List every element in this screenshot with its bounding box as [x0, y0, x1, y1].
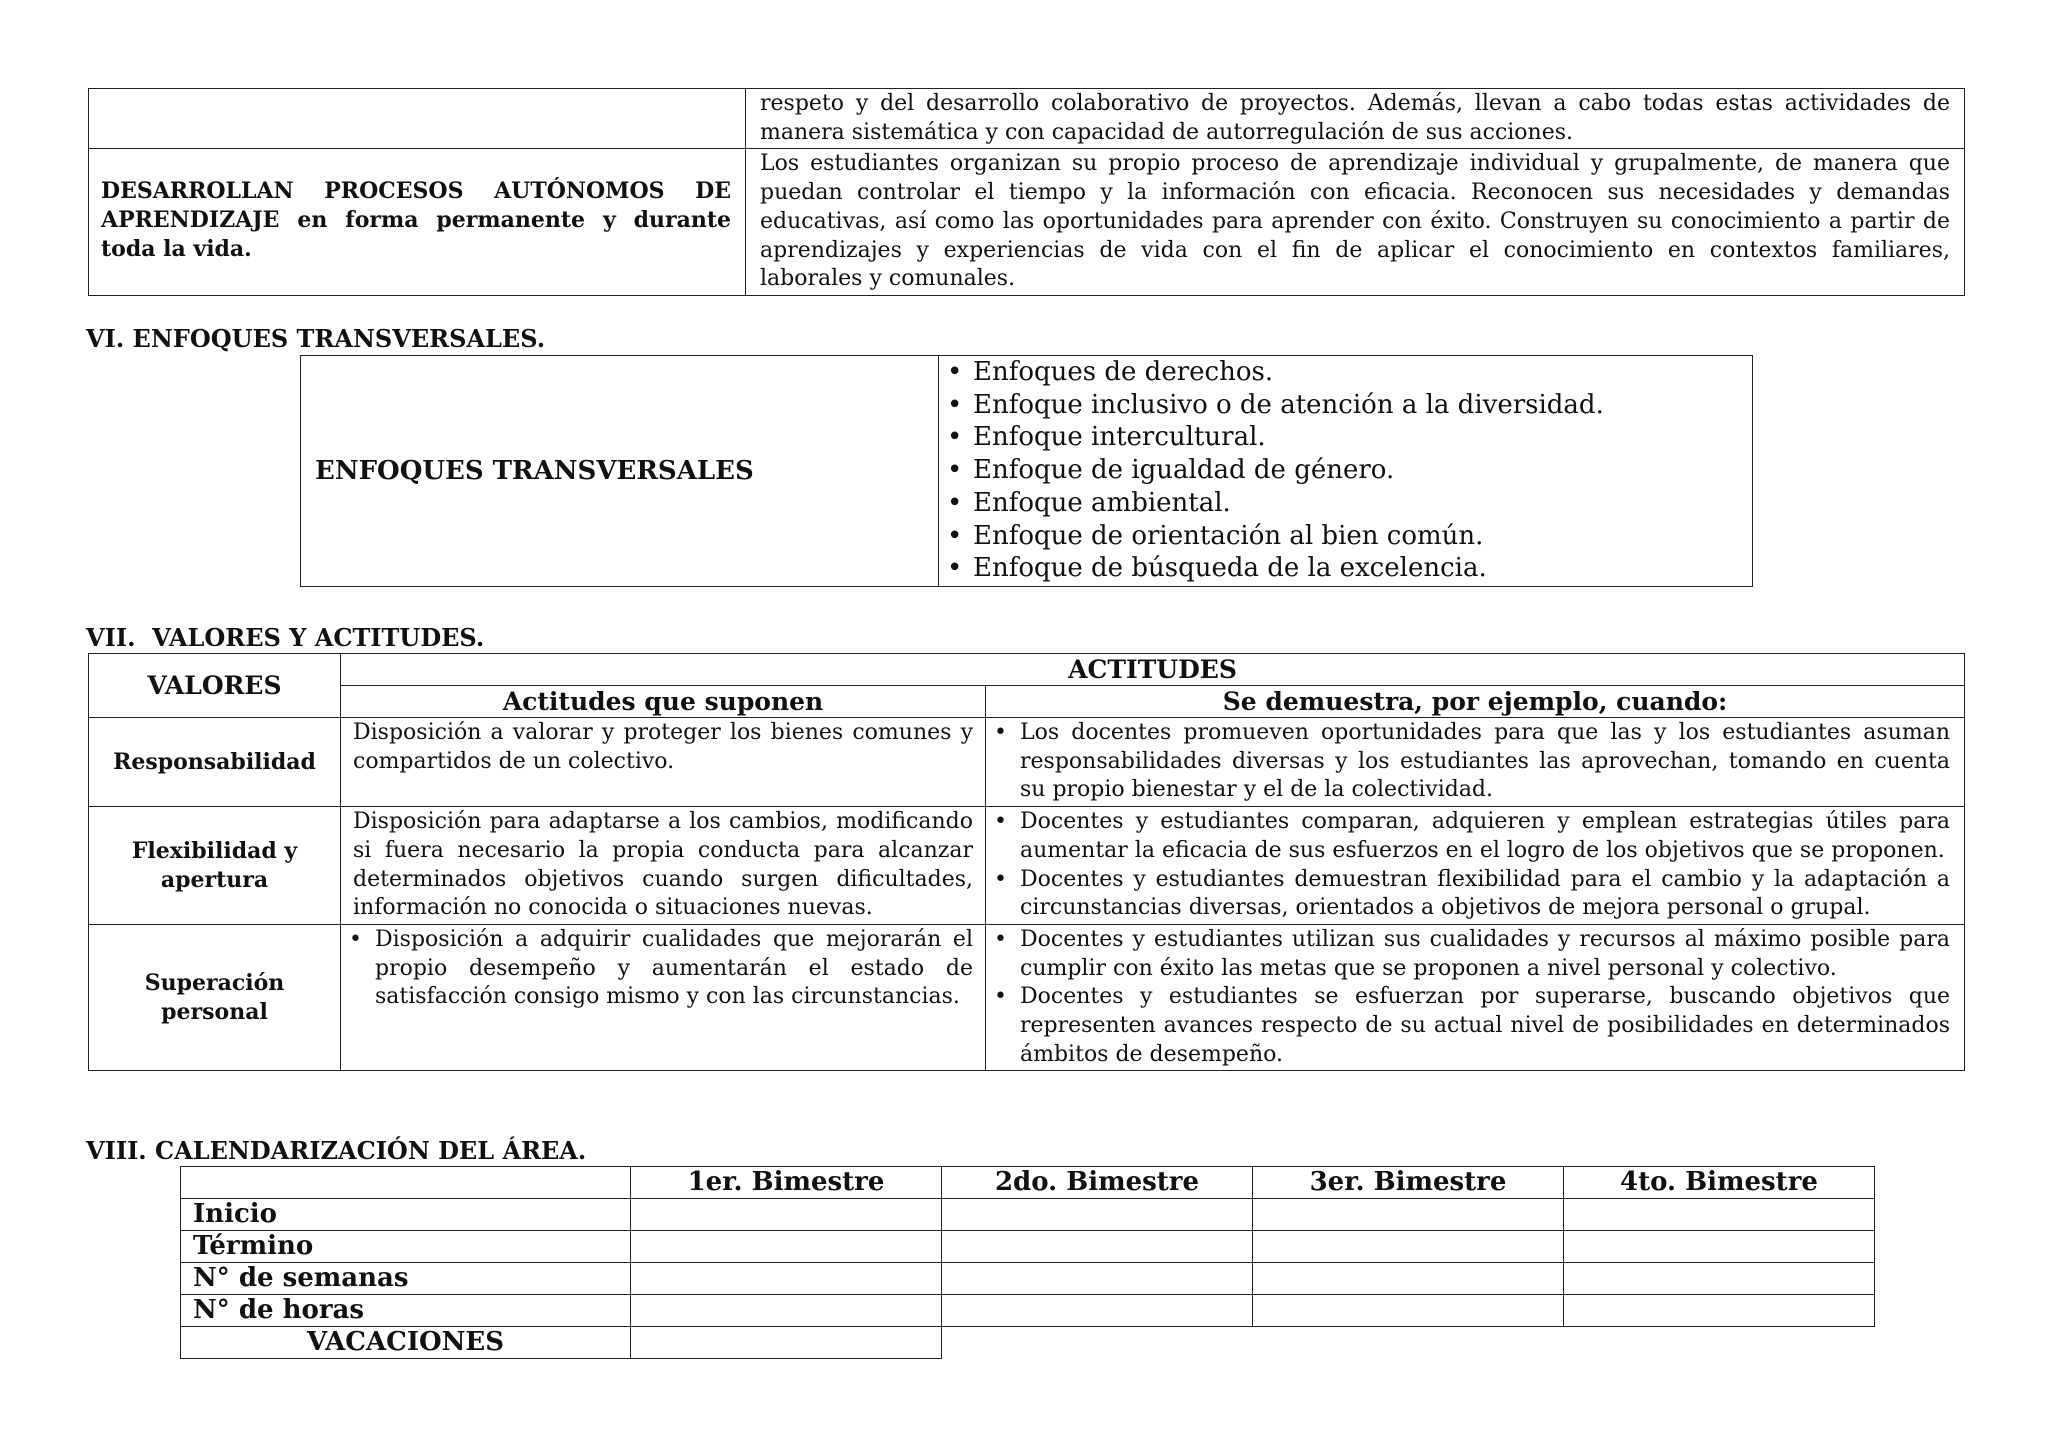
- list-item: • Docentes y estudiantes utilizan sus cualidades y recursos al máximo posible para cumplir con éxito las metas que se proponen a nivel personal y colectivo.: [986, 926, 1950, 983]
- section-heading: VIII. CALENDARIZACIÓN DEL ÁREA.: [86, 1136, 587, 1165]
- list-item: • Enfoque de orientación al bien común.: [939, 520, 1752, 553]
- list-item: • Enfoques de derechos.: [939, 356, 1752, 389]
- list-item: • Enfoque ambiental.: [939, 487, 1752, 520]
- competencia-description: Los estudiantes organizan su propio proceso de aprendizaje individual y grupalmente, de manera que puedan controlar el tiempo y la información con eficacia. Reconocen sus necesidades y demandas educativas, así como las oportunidades para aprender con éxito. Construyen su conocimiento a partir de aprendizajes y experiencias de vida con el fin de aplicar el conocimiento en contextos familiares, laborales y comunales.: [746, 149, 1965, 296]
- calendar-cell: [631, 1263, 942, 1295]
- table-row: [89, 924, 1965, 1071]
- calendar-cell: [1564, 1295, 1875, 1327]
- table-row: [181, 1167, 1875, 1199]
- calendar-cell: [942, 1263, 1253, 1295]
- competencias-table: [88, 88, 1965, 296]
- actitud-suponen: Disposición para adaptarse a los cambios, modificando si fuera necesario la propia conducta para alcanzar determinados objetivos cuando surgen dificultades, información no conocida o situaciones nuevas.: [341, 807, 986, 925]
- valores-table: [88, 653, 1965, 1071]
- table-row: [89, 89, 1965, 149]
- valores-header: VALORES: [89, 654, 341, 718]
- section-heading: VII. VALORES Y ACTITUDES.: [86, 623, 485, 652]
- calendar-cell: [942, 1199, 1253, 1231]
- bimestre-header: 4to. Bimestre: [1564, 1167, 1875, 1199]
- actitud-demuestra: [986, 924, 1965, 1071]
- calendar-cell: [1564, 1263, 1875, 1295]
- list-item: • Enfoque inclusivo o de atención a la diversidad.: [939, 389, 1752, 422]
- section-heading: VI. ENFOQUES TRANSVERSALES.: [86, 324, 546, 353]
- competencia-cell: [89, 89, 746, 149]
- actitud-suponen: Disposición a valorar y proteger los bienes comunes y compartidos de un colectivo.: [341, 718, 986, 807]
- bimestre-header: 2do. Bimestre: [942, 1167, 1253, 1199]
- competencia-title: DESARROLLAN PROCESOS AUTÓNOMOS DE APRENDIZAJE en forma permanente y durante toda la vida.: [89, 149, 746, 296]
- calendar-cell: [631, 1199, 942, 1231]
- list-item: • Los docentes promueven oportunidades para que las y los estudiantes asuman responsabilidades diversas y los estudiantes las aprovechan, tomando en cuenta su propio bienestar y el de la colectividad.: [986, 719, 1950, 805]
- calendar-corner: [181, 1167, 631, 1199]
- list-item: • Docentes y estudiantes demuestran flexibilidad para el cambio y la adaptación a circunstancias diversas, orientados a objetivos de mejora personal o grupal.: [986, 866, 1950, 923]
- table-row: [181, 1199, 1875, 1231]
- list-item: • Disposición a adquirir cualidades que mejorarán el propio desempeño y aumentarán el estado de satisfacción consigo mismo y con las circunstancias.: [341, 926, 973, 1012]
- valor-name: Superación personal: [89, 924, 341, 1071]
- table-row: [89, 654, 1965, 686]
- calendar-cell: [1564, 1231, 1875, 1263]
- table-row: [301, 356, 1753, 587]
- valor-name: Flexibilidad y apertura: [89, 807, 341, 925]
- calendar-row-label: Inicio: [181, 1199, 631, 1231]
- empty-space: [1564, 1327, 1875, 1359]
- calendar-cell: [631, 1231, 942, 1263]
- list-item: • Enfoque de igualdad de género.: [939, 454, 1752, 487]
- list-item: • Enfoque intercultural.: [939, 421, 1752, 454]
- table-row: [181, 1231, 1875, 1263]
- empty-space: [1253, 1327, 1564, 1359]
- list-item: • Docentes y estudiantes comparan, adquieren y emplean estrategias útiles para aumentar la eficacia de sus esfuerzos en el logro de los objetivos que se proponen.: [986, 808, 1950, 865]
- calendar-row-label: Término: [181, 1231, 631, 1263]
- calendar-cell: [631, 1295, 942, 1327]
- vacaciones-label: VACACIONES: [181, 1327, 631, 1359]
- actitud-demuestra: [986, 807, 1965, 925]
- demuestra-header: Se demuestra, por ejemplo, cuando:: [986, 686, 1965, 718]
- table-row: [89, 807, 1965, 925]
- calendar-cell: [1253, 1199, 1564, 1231]
- calendar-cell: [942, 1295, 1253, 1327]
- bimestre-header: 1er. Bimestre: [631, 1167, 942, 1199]
- list-item: • Docentes y estudiantes se esfuerzan por superarse, buscando objetivos que representen avances respecto de su actual nivel de posibilidades en determinados ámbitos de desempeño.: [986, 983, 1950, 1069]
- empty-space: [942, 1327, 1253, 1359]
- bimestre-header: 3er. Bimestre: [1253, 1167, 1564, 1199]
- valor-name: Responsabilidad: [89, 718, 341, 807]
- calendar-cell: [1253, 1295, 1564, 1327]
- list-item: • Enfoque de búsqueda de la excelencia.: [939, 552, 1752, 585]
- calendar-cell: [942, 1231, 1253, 1263]
- calendar-row-label: N° de horas: [181, 1295, 631, 1327]
- actitud-demuestra: [986, 718, 1965, 807]
- table-row: [181, 1263, 1875, 1295]
- table-row: [89, 686, 1965, 718]
- table-row: [89, 149, 1965, 296]
- actitud-suponen: [341, 924, 986, 1071]
- calendar-cell: [1253, 1263, 1564, 1295]
- enfoques-list-cell: [939, 356, 1753, 587]
- competencia-description: respeto y del desarrollo colaborativo de proyectos. Además, llevan a cabo todas estas actividades de manera sistemática y con capacidad de autorregulación de sus acciones.: [746, 89, 1965, 149]
- calendar-row-label: N° de semanas: [181, 1263, 631, 1295]
- enfoques-table: [300, 355, 1753, 587]
- calendarizacion-table: [180, 1166, 1875, 1359]
- table-row: [89, 718, 1965, 807]
- calendar-cell: [631, 1327, 942, 1359]
- suponen-header: Actitudes que suponen: [341, 686, 986, 718]
- table-row: [181, 1295, 1875, 1327]
- enfoques-label: ENFOQUES TRANSVERSALES: [301, 356, 939, 587]
- enfoques-list: [939, 356, 1752, 585]
- table-row: [181, 1327, 1875, 1359]
- calendar-cell: [1253, 1231, 1564, 1263]
- actitudes-header: ACTITUDES: [341, 654, 1965, 686]
- calendar-cell: [1564, 1199, 1875, 1231]
